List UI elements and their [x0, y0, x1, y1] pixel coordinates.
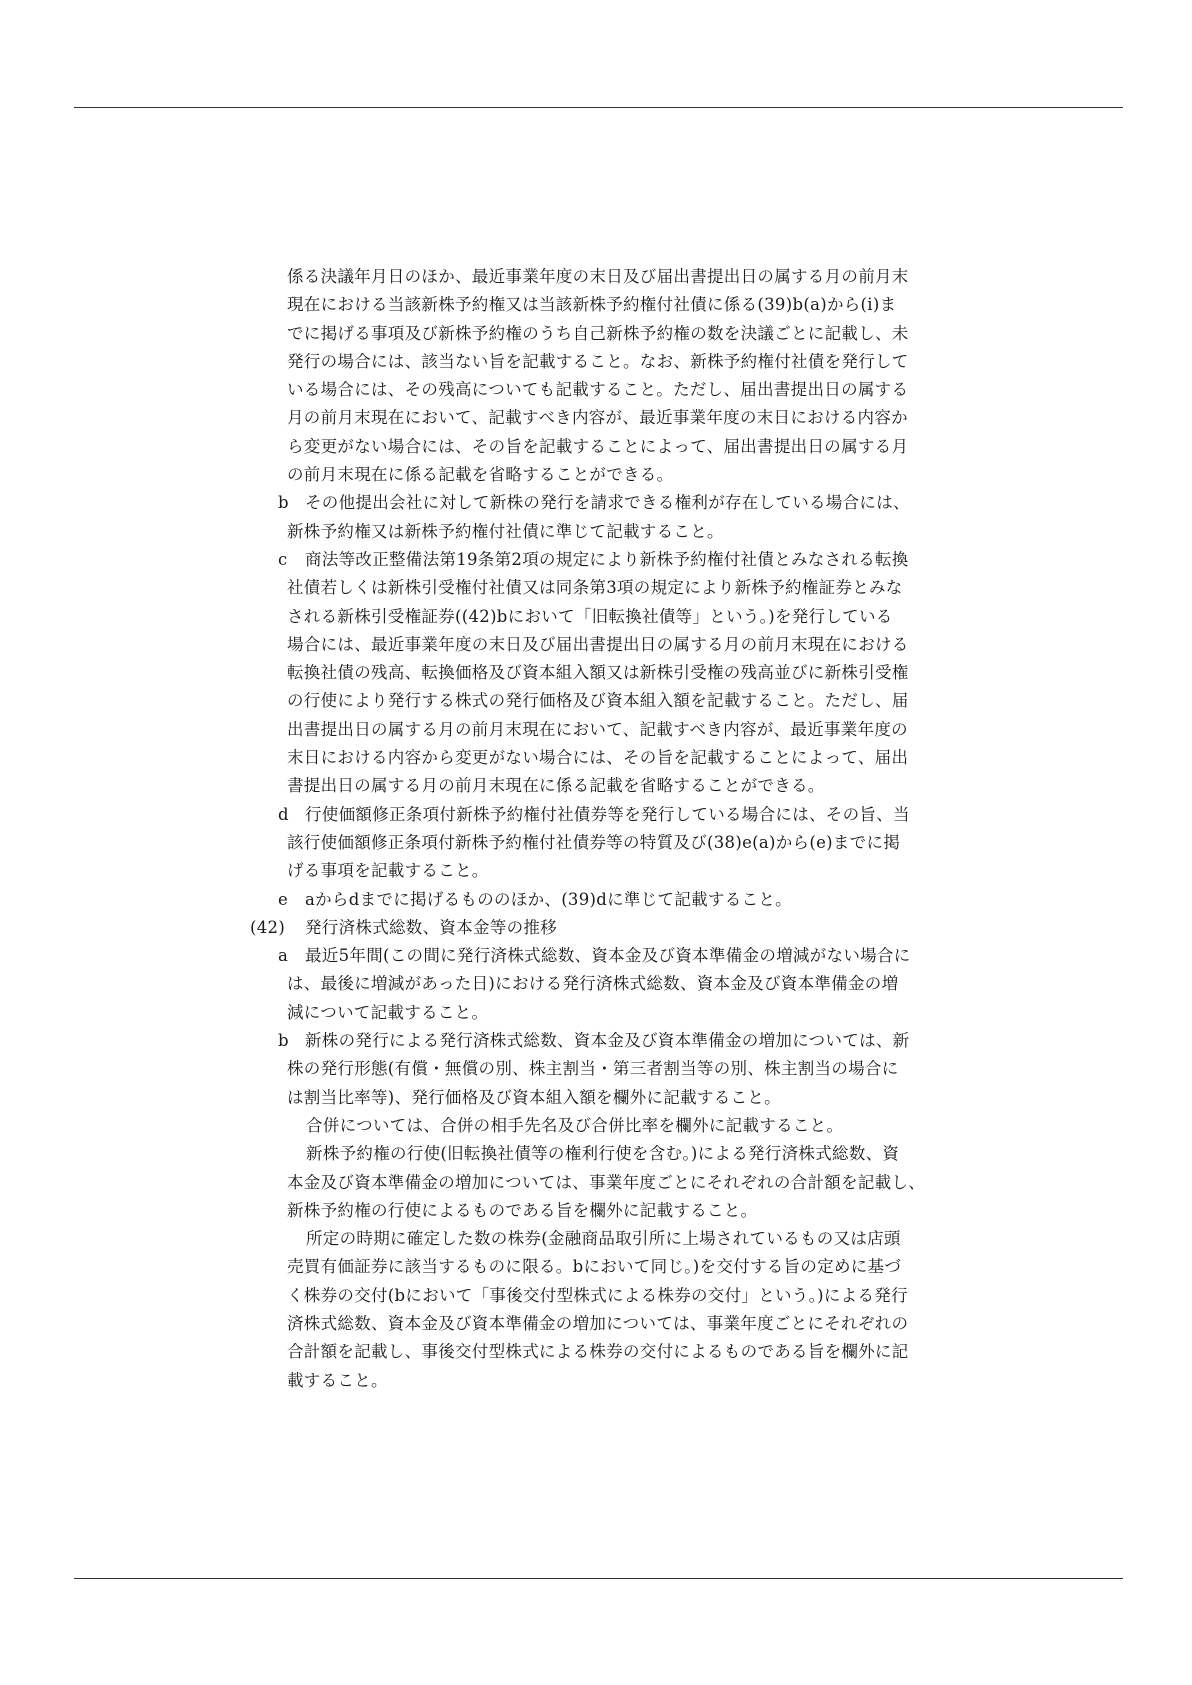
text-line: 新株予約権の行使によるものである旨を欄外に記載すること。	[287, 1200, 758, 1220]
text-line: は割当比率等)、発行価格及び資本組入額を欄外に記載すること。	[287, 1087, 781, 1107]
text-line: 出書提出日の属する月の前月末現在において、記載すべき内容が、最近事業年度の	[287, 719, 908, 739]
text-line: 新株予約権又は新株予約権付社債に準じて記載すること。	[287, 521, 724, 541]
text-line: は、最後に増減があった日)における発行済株式総数、資本金及び資本準備金の増	[287, 974, 899, 994]
text-line: 載すること。	[287, 1370, 388, 1390]
text-line: される新株引受権証券((42)bにおいて「旧転換社債等」という。)を発行している	[287, 606, 893, 626]
text-line: いる場合には、その残高についても記載すること。ただし、届出書提出日の属する	[287, 380, 909, 400]
text-line: 係る決議年月日のほか、最近事業年度の末日及び届出書提出日の属する月の前月末	[287, 267, 909, 286]
item-marker: a	[278, 946, 289, 966]
item-text: その他提出会社に対して新株の発行を請求できる権利が存在している場合には、	[305, 493, 910, 513]
list-item-c	[250, 546, 950, 574]
text-line: 本金及び資本準備金の増加については、事業年度ごとにそれぞれの合計額を記載し、	[287, 1172, 926, 1192]
list-item-b	[250, 1027, 950, 1055]
text-line: 該行使価額修正条項付新株予約権付社債券等の特質及び(38)e(a)から(e)までに掲	[287, 832, 901, 852]
text-line: 新株予約権の行使(旧転換社債等の権利行使を含む。)による発行済株式総数、資	[306, 1144, 900, 1164]
list-item-e	[250, 886, 950, 914]
text-line: でに掲げる事項及び新株予約権のうち自己新株予約権の数を決議ごとに記載し、未	[287, 323, 909, 343]
text-line: 発行の場合には、該当ない旨を記載すること。なお、新株予約権付社債を発行して	[287, 351, 909, 371]
text-line: ら変更がない場合には、その旨を記載することによって、届出書提出日の属する月	[287, 436, 909, 456]
section-title: 発行済株式総数、資本金等の推移	[305, 917, 557, 937]
section-number: (42)	[250, 917, 286, 937]
text-line: 社債若しくは新株引受権付社債又は同条第3項の規定により新株予約権証券とみな	[287, 578, 903, 598]
item-text: aからdまでに掲げるもののほか、(39)dに準じて記載すること。	[305, 889, 792, 909]
text-line: 所定の時期に確定した数の株券(金融商品取引所に上場されているもの又は店頭	[306, 1229, 901, 1249]
text-line: 売買有価証券に該当するものに限る。bにおいて同じ。)を交付する旨の定めに基づ	[287, 1257, 902, 1277]
text-line: 株の発行形態(有償・無償の別、株主割当・第三者割当等の別、株主割当の場合に	[287, 1059, 899, 1079]
header-rule	[74, 107, 1123, 108]
item-text: 商法等改正整備法第19条第2項の規定により新株予約権付社債とみなされる転換	[305, 549, 909, 569]
item-text: 新株の発行による発行済株式総数、資本金及び資本準備金の増加については、新	[305, 1031, 910, 1051]
document-body	[250, 263, 950, 1395]
list-item-a	[250, 942, 950, 970]
item-marker: d	[278, 804, 289, 824]
text-line: 書提出日の属する月の前月末現在に係る記載を省略することができる。	[287, 776, 825, 796]
item-marker: b	[278, 493, 289, 513]
text-line: 合計額を記載し、事後交付型株式による株券の交付によるものである旨を欄外に記	[287, 1342, 909, 1362]
section-heading	[250, 914, 950, 942]
text-line: く株券の交付(bにおいて「事後交付型株式による株券の交付」という。)による発行	[287, 1285, 908, 1305]
list-item-b	[250, 489, 950, 517]
item-text: 最近5年間(この間に発行済株式総数、資本金及び資本準備金の増減がない場合に	[305, 946, 911, 966]
text-line: げる事項を記載すること。	[287, 861, 489, 881]
item-marker: c	[278, 549, 288, 569]
text-line: 減について記載すること。	[287, 1002, 489, 1022]
text-line: 月の前月末現在において、記載すべき内容が、最近事業年度の末日における内容か	[287, 408, 908, 428]
text-line: 末日における内容から変更がない場合には、その旨を記載することによって、届出	[287, 748, 909, 768]
text-line: 場合には、最近事業年度の末日及び届出書提出日の属する月の前月末現在における	[287, 634, 909, 654]
item-text: 行使価額修正条項付新株予約権付社債券等を発行している場合には、その旨、当	[305, 804, 910, 824]
list-item-d	[250, 801, 950, 829]
text-line: の行使により発行する株式の発行価格及び資本組入額を記載すること。ただし、届	[287, 691, 909, 711]
item-marker: e	[278, 889, 289, 909]
text-line: の前月末現在に係る記載を省略することができる。	[287, 465, 674, 485]
text-line: 合併については、合併の相手先名及び合併比率を欄外に記載すること。	[306, 1115, 844, 1135]
footer-rule	[74, 1578, 1123, 1579]
text-line: 転換社債の残高、転換価格及び資本組入額又は新株引受権の残高並びに新株引受権	[287, 663, 909, 683]
item-marker: b	[278, 1031, 289, 1051]
text-line: 済株式総数、資本金及び資本準備金の増加については、事業年度ごとにそれぞれの	[287, 1313, 909, 1333]
text-line: 現在における当該新株予約権又は当該新株予約権付社債に係る(39)b(a)から(i)ま	[287, 295, 897, 315]
